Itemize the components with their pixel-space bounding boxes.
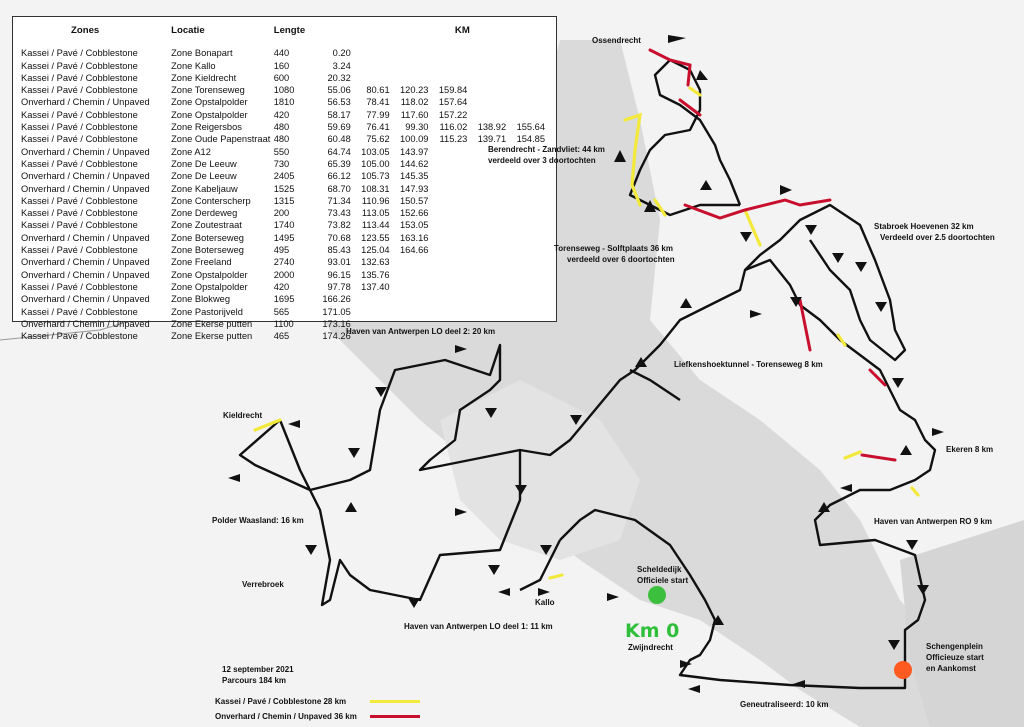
cell-zone: Kassei / Pavé / Cobblestone bbox=[21, 195, 138, 206]
cell-locatie: Zone Torenseweg bbox=[171, 85, 245, 96]
cell-km: 55.06 bbox=[327, 85, 351, 96]
cell-locatie: Zone Conterscherp bbox=[171, 195, 251, 206]
cell-locatie: Zone Freeland bbox=[171, 257, 232, 268]
cell-km: 116.02 bbox=[439, 122, 468, 133]
cell-km bbox=[354, 306, 393, 318]
cell-km: 157.64 bbox=[438, 97, 468, 108]
label-torenseweg-1: Torenseweg - Solftplaats 36 km bbox=[554, 244, 673, 253]
cell-zone: Kassei / Pavé / Cobblestone bbox=[21, 85, 138, 96]
cell-lengte: 1695 bbox=[273, 294, 295, 305]
cell-km: 99.30 bbox=[405, 122, 429, 133]
cell-km: 113.05 bbox=[361, 208, 390, 219]
table-row bbox=[21, 158, 548, 170]
cell-km bbox=[431, 195, 470, 207]
cell-lengte: 2405 bbox=[273, 171, 295, 182]
cell-km: 132.63 bbox=[361, 257, 390, 268]
label-km0: Km 0 bbox=[625, 620, 680, 642]
cell-locatie: Zone Boterseweg bbox=[171, 245, 244, 256]
cell-km: 0.20 bbox=[332, 48, 351, 59]
cell-km: 105.00 bbox=[361, 158, 390, 169]
cell-km bbox=[509, 281, 548, 293]
cell-locatie: Zone Opstalpolder bbox=[171, 269, 248, 280]
cell-km bbox=[431, 170, 470, 182]
cell-km bbox=[470, 306, 509, 318]
table-row bbox=[21, 96, 548, 108]
cell-km bbox=[470, 170, 509, 182]
label-geneutraliseerd: Geneutraliseerd: 10 km bbox=[740, 700, 829, 709]
cell-km: 73.43 bbox=[327, 208, 351, 219]
cell-lengte: 600 bbox=[273, 72, 290, 83]
legend bbox=[215, 694, 420, 724]
cell-lengte: 730 bbox=[273, 158, 290, 169]
cell-km bbox=[509, 219, 548, 231]
cell-km: 77.99 bbox=[366, 109, 390, 120]
cell-zone: Kassei / Pavé / Cobblestone bbox=[21, 245, 138, 256]
table-body bbox=[21, 47, 548, 342]
cell-km: 143.97 bbox=[400, 146, 429, 157]
cell-lengte: 1100 bbox=[273, 318, 294, 329]
cell-lengte: 1495 bbox=[273, 232, 295, 243]
table-row bbox=[21, 219, 548, 231]
cell-km: 78.41 bbox=[366, 97, 390, 108]
cell-km: 60.48 bbox=[327, 134, 351, 145]
cell-km: 65.39 bbox=[327, 158, 351, 169]
cell-km bbox=[470, 256, 509, 268]
cell-km: 120.23 bbox=[400, 85, 429, 96]
cell-km bbox=[470, 281, 509, 293]
cell-km bbox=[393, 256, 432, 268]
cell-zone: Onverhard / Chemin / Unpaved bbox=[21, 171, 150, 182]
cell-km bbox=[470, 195, 509, 207]
cell-locatie: Zone Kallo bbox=[171, 60, 216, 71]
cell-locatie: Zone De Leeuw bbox=[171, 171, 237, 182]
label-kieldrecht: Kieldrecht bbox=[223, 411, 263, 420]
legend-unpaved-swatch bbox=[370, 715, 420, 718]
table-row bbox=[21, 256, 548, 268]
cell-km bbox=[470, 96, 509, 108]
cell-locatie: Zone Opstalpolder bbox=[171, 281, 248, 292]
cell-km: 118.02 bbox=[400, 97, 429, 108]
cell-km bbox=[509, 60, 548, 72]
cell-km: 110.96 bbox=[361, 195, 390, 206]
label-berendrecht-1: Berendrecht - Zandvliet: 44 km bbox=[488, 145, 605, 154]
cell-km bbox=[509, 232, 548, 244]
label-haven-lo2: Haven van Antwerpen LO deel 2: 20 km bbox=[346, 327, 496, 336]
zones-table bbox=[21, 25, 548, 342]
cell-lengte: 495 bbox=[273, 245, 290, 256]
cell-km: 171.05 bbox=[322, 306, 351, 317]
cell-km bbox=[393, 293, 432, 305]
cell-lengte: 1315 bbox=[273, 195, 295, 206]
cell-km bbox=[509, 269, 548, 281]
cell-km bbox=[431, 60, 470, 72]
cell-km bbox=[509, 195, 548, 207]
cell-km: 100.09 bbox=[400, 134, 429, 145]
cell-zone: Kassei / Pavé / Cobblestone bbox=[21, 208, 138, 219]
cell-km bbox=[431, 158, 470, 170]
cell-km: 93.01 bbox=[327, 257, 351, 268]
cell-km bbox=[509, 244, 548, 256]
cell-km bbox=[393, 60, 432, 72]
cell-km: 173.16 bbox=[322, 318, 351, 329]
cell-locatie: Zone Kabeljauw bbox=[171, 183, 238, 194]
cell-km: 97.78 bbox=[327, 281, 351, 292]
table-row bbox=[21, 170, 548, 182]
cell-lengte: 2740 bbox=[273, 257, 295, 268]
table-row bbox=[21, 133, 548, 145]
cell-km bbox=[431, 146, 470, 158]
table-row bbox=[21, 195, 548, 207]
cell-zone: Onverhard / Chemin / Unpaved bbox=[21, 257, 150, 268]
table-row bbox=[21, 146, 548, 158]
legend-cobblestone-swatch bbox=[370, 700, 420, 703]
cell-lengte: 565 bbox=[273, 306, 290, 317]
cell-km bbox=[470, 72, 509, 84]
cell-km: 125.04 bbox=[361, 245, 390, 256]
cell-km bbox=[509, 109, 548, 121]
label-ekeren: Ekeren 8 km bbox=[946, 445, 994, 454]
cell-km: 64.74 bbox=[327, 146, 351, 157]
cell-km: 154.85 bbox=[516, 134, 545, 145]
cell-locatie: Zone Opstalpolder bbox=[171, 109, 248, 120]
cell-km: 85.43 bbox=[327, 245, 351, 256]
cell-km: 103.05 bbox=[361, 146, 390, 157]
table-row bbox=[21, 60, 548, 72]
cell-lengte: 480 bbox=[273, 134, 290, 145]
cell-km: 56.53 bbox=[327, 97, 351, 108]
table-row bbox=[21, 306, 548, 318]
cell-zone: Kassei / Pavé / Cobblestone bbox=[21, 48, 138, 59]
cell-km bbox=[470, 293, 509, 305]
label-schengen-3: en Aankomst bbox=[926, 664, 976, 673]
cell-km bbox=[509, 318, 548, 330]
cell-km bbox=[431, 281, 470, 293]
cell-km: 157.22 bbox=[438, 109, 468, 120]
cell-lengte: 440 bbox=[273, 48, 290, 59]
cell-km bbox=[431, 306, 470, 318]
label-haven-ro: Haven van Antwerpen RO 9 km bbox=[874, 517, 992, 526]
cell-km bbox=[470, 269, 509, 281]
cell-km: 70.68 bbox=[327, 232, 351, 243]
cell-locatie: Zone Pastorijveld bbox=[171, 306, 243, 317]
cell-zone: Kassei / Pavé / Cobblestone bbox=[21, 72, 138, 83]
cell-km bbox=[509, 293, 548, 305]
label-verrebroek: Verrebroek bbox=[242, 580, 284, 589]
cell-km: 59.69 bbox=[327, 122, 351, 133]
cell-km bbox=[470, 219, 509, 231]
cell-km: 138.92 bbox=[477, 122, 507, 133]
cell-km bbox=[470, 60, 509, 72]
cell-km: 164.66 bbox=[400, 245, 429, 256]
cell-zone: Kassei / Pavé / Cobblestone bbox=[21, 134, 138, 145]
cell-km bbox=[431, 207, 470, 219]
cell-km: 105.73 bbox=[361, 171, 390, 182]
cell-km: 163.16 bbox=[400, 232, 429, 243]
cell-km bbox=[393, 281, 432, 293]
table-row bbox=[21, 244, 548, 256]
cell-km: 153.05 bbox=[400, 220, 429, 231]
cell-km: 117.60 bbox=[400, 109, 429, 120]
label-parcours: Parcours 184 km bbox=[222, 676, 287, 685]
cell-km: 150.57 bbox=[400, 195, 429, 206]
cell-km: 113.44 bbox=[361, 220, 390, 231]
header-lengte: Lengte bbox=[273, 25, 306, 36]
cell-locatie: Zone Kieldrecht bbox=[171, 72, 237, 83]
label-stabroek-2: Verdeeld over 2.5 doortochten bbox=[880, 233, 995, 242]
cell-km bbox=[509, 72, 548, 84]
label-schengen-1: Schengenplein bbox=[926, 642, 983, 651]
cell-zone: Kassei / Pavé / Cobblestone bbox=[21, 331, 138, 342]
cell-zone: Onverhard / Chemin / Unpaved bbox=[21, 97, 150, 108]
cell-zone: Onverhard / Chemin / Unpaved bbox=[21, 294, 150, 305]
table-row bbox=[21, 269, 548, 281]
cell-zone: Onverhard / Chemin / Unpaved bbox=[21, 318, 150, 329]
official-start-marker bbox=[648, 586, 666, 604]
label-haven-lo1: Haven van Antwerpen LO deel 1: 11 km bbox=[404, 622, 553, 631]
cell-km: 139.71 bbox=[477, 134, 507, 145]
cell-km bbox=[354, 293, 393, 305]
label-ossendrecht: Ossendrecht bbox=[592, 36, 641, 45]
cell-km bbox=[431, 269, 470, 281]
cell-km: 73.82 bbox=[327, 220, 351, 231]
cell-lengte: 1740 bbox=[273, 220, 295, 231]
label-scheldedijk-1: Scheldedijk bbox=[637, 565, 682, 574]
cell-km: 68.70 bbox=[327, 183, 351, 194]
cell-km: 123.55 bbox=[361, 232, 390, 243]
cell-km bbox=[431, 244, 470, 256]
cell-zone: Kassei / Pavé / Cobblestone bbox=[21, 306, 138, 317]
cell-lengte: 1080 bbox=[273, 85, 295, 96]
cell-km: 147.93 bbox=[400, 183, 429, 194]
label-polder: Polder Waasland: 16 km bbox=[212, 516, 304, 525]
cell-km: 3.24 bbox=[332, 60, 351, 71]
cell-locatie: Zone Boterseweg bbox=[171, 232, 244, 243]
cell-km bbox=[354, 60, 393, 72]
cell-km bbox=[431, 47, 470, 59]
cell-km: 115.23 bbox=[439, 134, 468, 145]
cell-km bbox=[470, 109, 509, 121]
cell-km bbox=[354, 47, 393, 59]
label-zwijndrecht: Zwijndrecht bbox=[628, 643, 673, 652]
cell-lengte: 420 bbox=[273, 109, 290, 120]
cell-km bbox=[431, 72, 470, 84]
cell-km bbox=[509, 183, 548, 195]
cell-km bbox=[393, 72, 432, 84]
table-row bbox=[21, 207, 548, 219]
cell-km bbox=[470, 207, 509, 219]
table-row bbox=[21, 47, 548, 59]
cell-lengte: 550 bbox=[273, 146, 290, 157]
cell-lengte: 2000 bbox=[273, 269, 295, 280]
cell-km: 137.40 bbox=[361, 281, 390, 292]
cell-lengte: 1525 bbox=[273, 183, 295, 194]
cell-locatie: Zone Oude Papenstraat bbox=[171, 134, 271, 145]
cell-km: 76.41 bbox=[366, 122, 390, 133]
cell-km bbox=[509, 330, 548, 342]
cell-km: 58.17 bbox=[327, 109, 351, 120]
table-header-row bbox=[21, 25, 548, 47]
cell-lengte: 480 bbox=[273, 122, 290, 133]
table-row bbox=[21, 281, 548, 293]
legend-cobblestone-label: Kassei / Pavé / Cobblestone 28 km bbox=[215, 697, 347, 706]
cell-km bbox=[509, 207, 548, 219]
cell-locatie: Zone Opstalpolder bbox=[171, 97, 248, 108]
cell-km: 66.12 bbox=[327, 171, 351, 182]
cell-zone: Kassei / Pavé / Cobblestone bbox=[21, 109, 138, 120]
cell-km: 135.76 bbox=[361, 269, 390, 280]
cell-km: 71.34 bbox=[327, 195, 351, 206]
label-scheldedijk-2: Officiele start bbox=[637, 576, 689, 585]
table-row bbox=[21, 84, 548, 96]
label-date: 12 september 2021 bbox=[222, 665, 294, 674]
cell-km bbox=[393, 47, 432, 59]
cell-km bbox=[470, 232, 509, 244]
cell-lengte: 465 bbox=[273, 331, 290, 342]
cell-km bbox=[509, 96, 548, 108]
cell-km: 155.64 bbox=[516, 122, 545, 133]
table-row bbox=[21, 72, 548, 84]
cell-km bbox=[393, 269, 432, 281]
cell-locatie: Zone Ekerse putten bbox=[171, 318, 253, 329]
cell-locatie: Zone A12 bbox=[171, 146, 211, 157]
cell-zone: Onverhard / Chemin / Unpaved bbox=[21, 183, 150, 194]
cell-km bbox=[509, 170, 548, 182]
cell-km bbox=[509, 47, 548, 59]
cell-km bbox=[470, 183, 509, 195]
cell-km bbox=[509, 84, 548, 96]
legend-unpaved bbox=[215, 709, 420, 724]
cell-km bbox=[509, 306, 548, 318]
cell-km bbox=[431, 232, 470, 244]
table-row bbox=[21, 109, 548, 121]
label-berendrecht-2: verdeeld over 3 doortochten bbox=[488, 156, 596, 165]
cell-zone: Kassei / Pavé / Cobblestone bbox=[21, 122, 138, 133]
label-liefkenshoek: Liefkenshoektunnel - Torenseweg 8 km bbox=[674, 360, 823, 369]
cell-zone: Kassei / Pavé / Cobblestone bbox=[21, 220, 138, 231]
table-row bbox=[21, 232, 548, 244]
label-stabroek-1: Stabroek Hoevenen 32 km bbox=[874, 222, 974, 231]
cell-km: 108.31 bbox=[361, 183, 390, 194]
cell-km bbox=[470, 84, 509, 96]
cell-km: 144.62 bbox=[400, 158, 429, 169]
header-locatie: Locatie bbox=[171, 25, 205, 36]
legend-cobblestone bbox=[215, 694, 420, 709]
cell-km bbox=[431, 219, 470, 231]
cell-km bbox=[470, 244, 509, 256]
cell-lengte: 1810 bbox=[273, 97, 295, 108]
label-torenseweg-2: verdeeld over 6 doortochten bbox=[567, 255, 675, 264]
cell-zone: Onverhard / Chemin / Unpaved bbox=[21, 146, 150, 157]
cell-km: 20.32 bbox=[327, 72, 351, 83]
arrival-marker bbox=[894, 661, 912, 679]
cell-locatie: Zone De Leeuw bbox=[171, 158, 237, 169]
cell-locatie: Zone Reigersbos bbox=[171, 122, 242, 133]
table-row bbox=[21, 293, 548, 305]
cell-zone: Kassei / Pavé / Cobblestone bbox=[21, 158, 138, 169]
cell-lengte: 200 bbox=[273, 208, 290, 219]
label-kallo: Kallo bbox=[535, 598, 555, 607]
cell-km bbox=[354, 72, 393, 84]
table-row bbox=[21, 121, 548, 133]
cell-km: 166.26 bbox=[322, 294, 351, 305]
cell-km: 174.26 bbox=[322, 331, 351, 342]
cell-km bbox=[509, 256, 548, 268]
cell-locatie: Zone Bonapart bbox=[171, 48, 233, 59]
cell-zone: Onverhard / Chemin / Unpaved bbox=[21, 232, 150, 243]
cell-km: 145.35 bbox=[400, 171, 429, 182]
cell-km: 152.66 bbox=[400, 208, 429, 219]
header-km: KM bbox=[454, 25, 470, 36]
cell-locatie: Zone Ekerse putten bbox=[171, 331, 253, 342]
table-row bbox=[21, 183, 548, 195]
cell-zone: Kassei / Pavé / Cobblestone bbox=[21, 60, 138, 71]
label-schengen-2: Officieuze start bbox=[926, 653, 984, 662]
cell-km bbox=[431, 293, 470, 305]
cell-km: 159.84 bbox=[438, 85, 468, 96]
cell-km bbox=[393, 306, 432, 318]
legend-unpaved-label: Onverhard / Chemin / Unpaved 36 km bbox=[215, 712, 357, 721]
cell-lengte: 160 bbox=[273, 60, 290, 71]
cell-km bbox=[470, 47, 509, 59]
cell-km: 80.61 bbox=[366, 85, 390, 96]
cell-km bbox=[431, 183, 470, 195]
cell-zone: Kassei / Pavé / Cobblestone bbox=[21, 281, 138, 292]
cell-km bbox=[431, 256, 470, 268]
cell-lengte: 420 bbox=[273, 281, 290, 292]
header-zones: Zones bbox=[71, 25, 100, 36]
cell-km: 96.15 bbox=[327, 269, 351, 280]
cell-locatie: Zone Zoutestraat bbox=[171, 220, 242, 231]
cell-locatie: Zone Derdeweg bbox=[171, 208, 238, 219]
cell-locatie: Zone Blokweg bbox=[171, 294, 231, 305]
cell-zone: Onverhard / Chemin / Unpaved bbox=[21, 269, 150, 280]
cell-km: 75.62 bbox=[366, 134, 390, 145]
